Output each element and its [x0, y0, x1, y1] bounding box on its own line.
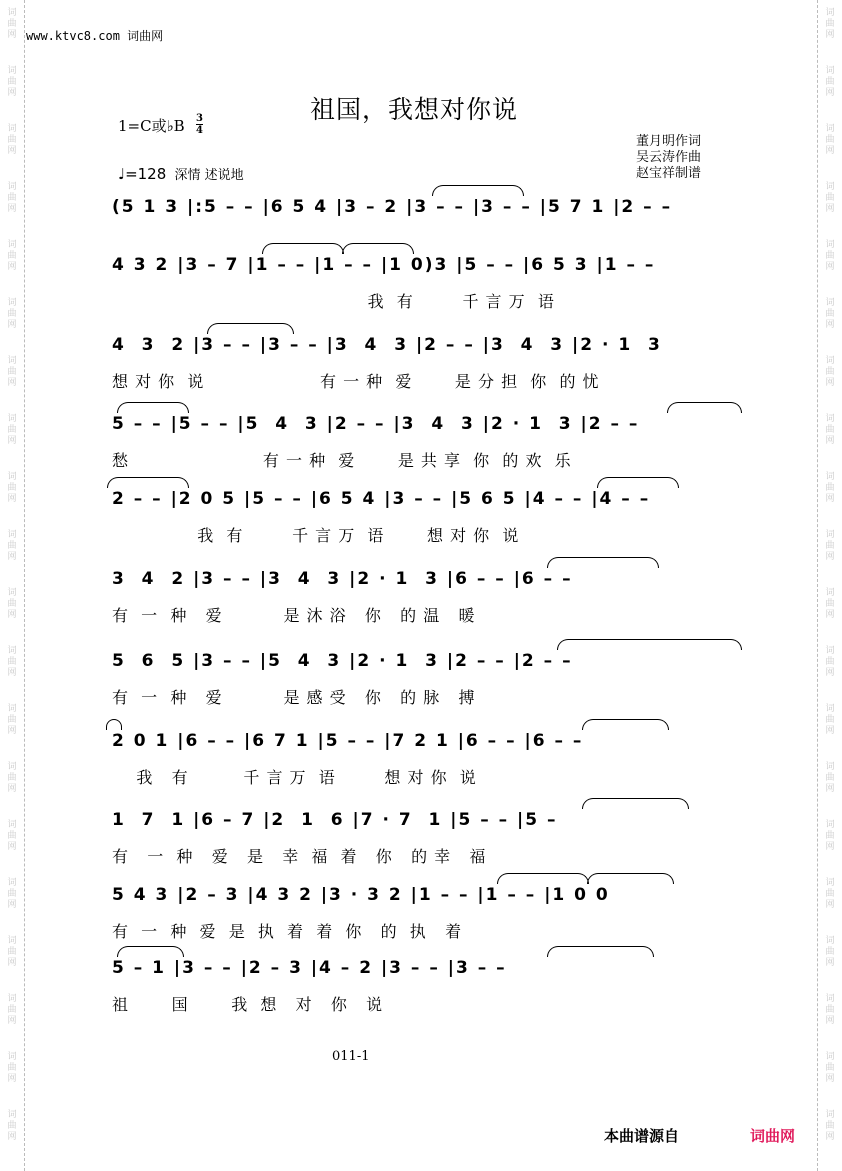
watermark-mark: 词 曲 网	[7, 1110, 17, 1142]
notation-line: 4 3 2 |3 – 7 |1 – – |1 – – |1 0)3 |5 – – |6 5 3 |1 – –	[112, 255, 656, 275]
tempo-value: ♩=128	[118, 165, 167, 183]
notation-line: (5 1 3 |:5 – – |6 5 4 |3 – 2 |3 – – |3 – – |5 7 1 |2 – –	[112, 197, 673, 217]
score-row	[112, 651, 740, 707]
score-row	[112, 414, 740, 470]
watermark-mark: 词 曲 网	[7, 704, 17, 736]
watermark-mark: 词 曲 网	[825, 994, 835, 1026]
watermark-mark: 词 曲 网	[7, 820, 17, 852]
watermark-mark: 词 曲 网	[7, 530, 17, 562]
watermark-mark: 词 曲 网	[7, 1052, 17, 1084]
watermark-mark: 词 曲 网	[825, 820, 835, 852]
notation-line: 5 6 5 |3 – – |5 4 3 |2 · 1 3 |2 – – |2 – –	[112, 651, 573, 671]
watermark-mark: 词 曲 网	[7, 472, 17, 504]
watermark-mark: 词 曲 网	[7, 66, 17, 98]
watermark-mark: 词 曲 网	[7, 124, 17, 156]
tie-slur	[117, 946, 184, 957]
notation-line: 3 4 2 |3 – – |3 4 3 |2 · 1 3 |6 – – |6 – –	[112, 569, 573, 589]
tie-slur	[547, 557, 659, 568]
tie-slur	[547, 946, 654, 957]
watermark-mark: 词 曲 网	[7, 878, 17, 910]
tie-slur	[107, 477, 189, 488]
tie-slur	[207, 323, 294, 334]
lyric-line: 有 一 种 爱 是 幸 福 着 你 的 幸 福	[112, 847, 487, 866]
watermark-mark: 词 曲 网	[825, 298, 835, 330]
notation-line: 5 – 1 |3 – – |2 – 3 |4 – 2 |3 – – |3 – –	[112, 958, 507, 978]
watermark-mark: 词 曲 网	[7, 8, 17, 40]
lyricist: 董月明作词	[636, 134, 702, 149]
score-row	[112, 255, 740, 311]
watermark-mark: 词 曲 网	[825, 646, 835, 678]
score-row	[112, 885, 740, 941]
watermark-mark: 词 曲 网	[825, 8, 835, 40]
notation-line: 1 7 1 |6 – 7 |2 1 6 |7 · 7 1 |5 – – |5 –	[112, 810, 558, 830]
expression-text: 深情 述说地	[174, 168, 244, 183]
notation-line: 5 4 3 |2 – 3 |4 3 2 |3 · 3 2 |1 – – |1 – – |1 0 0	[112, 885, 610, 905]
brand-link[interactable]: 词曲网	[750, 1127, 796, 1145]
watermark-mark: 词 曲 网	[7, 182, 17, 214]
notation-line: 4 3 2 |3 – – |3 – – |3 4 3 |2 – – |3 4 3 |2 · 1 3	[112, 335, 662, 355]
watermark-mark: 词 曲 网	[7, 762, 17, 794]
tie-slur	[597, 477, 679, 488]
tie-slur	[106, 719, 122, 730]
song-title: 祖国，我想对你说	[310, 95, 519, 124]
watermark-mark: 词 曲 网	[7, 936, 17, 968]
notation-line: 2 0 1 |6 – – |6 7 1 |5 – – |7 2 1 |6 – – |6 – –	[112, 731, 584, 751]
watermark-mark: 词 曲 网	[825, 878, 835, 910]
arranger: 赵宝祥制谱	[636, 166, 702, 181]
watermark-mark: 词 曲 网	[825, 1052, 835, 1084]
watermark-mark: 词 曲 网	[825, 704, 835, 736]
tie-slur	[497, 873, 589, 884]
credits	[636, 134, 701, 182]
time-bottom: 4	[196, 125, 203, 136]
watermark-mark: 词 曲 网	[7, 646, 17, 678]
site-url[interactable]: www.ktvc8.com 词曲网	[26, 29, 164, 43]
tie-slur	[117, 402, 189, 413]
lyric-line: 我 有 千 言 万 语 想 对 你 说	[112, 768, 477, 787]
watermark-mark: 词 曲 网	[7, 588, 17, 620]
lyric-line: 有 一 种 爱 是 执 着 着 你 的 执 着	[112, 922, 463, 941]
lyric-line: 愁 有 一 种 爱 是 共 享 你 的 欢 乐	[112, 451, 572, 470]
notation-line: 5 – – |5 – – |5 4 3 |2 – – |3 4 3 |2 · 1 3 |2 – –	[112, 414, 640, 434]
watermark-mark: 词 曲 网	[825, 356, 835, 388]
score-row	[112, 958, 740, 1014]
tie-slur	[582, 798, 689, 809]
source-label: 本曲谱源自	[604, 1127, 680, 1145]
watermark-mark: 词 曲 网	[7, 298, 17, 330]
score-row	[112, 569, 740, 625]
watermark-mark: 词 曲 网	[825, 936, 835, 968]
notation-line: 2 – – |2 0 5 |5 – – |6 5 4 |3 – – |5 6 5 |4 – – |4 – –	[112, 489, 651, 509]
page-number: 011-1	[332, 1049, 370, 1064]
watermark-mark: 词 曲 网	[825, 66, 835, 98]
score-row	[112, 731, 740, 787]
score-row	[112, 810, 740, 866]
watermark-mark: 词 曲 网	[825, 530, 835, 562]
watermark-mark: 词 曲 网	[7, 414, 17, 446]
watermark-mark: 词 曲 网	[7, 356, 17, 388]
tempo-marking	[118, 164, 244, 183]
lyric-line: 祖 国 我 想 对 你 说	[112, 995, 384, 1014]
score-row	[112, 489, 740, 545]
tie-slur	[262, 243, 344, 254]
watermark-mark: 词 曲 网	[825, 124, 835, 156]
lyric-line: 有 一 种 爱 是 沐 浴 你 的 温 暖	[112, 606, 476, 625]
composer: 吴云涛作曲	[636, 150, 702, 165]
left-watermark-strip	[0, 0, 25, 1171]
watermark-mark: 词 曲 网	[825, 588, 835, 620]
tie-slur	[667, 402, 742, 413]
tie-slur	[587, 873, 674, 884]
watermark-mark: 词 曲 网	[825, 1110, 835, 1142]
tie-slur	[432, 185, 524, 196]
watermark-mark: 词 曲 网	[7, 994, 17, 1026]
time-top: 3	[196, 113, 203, 124]
score-row	[112, 197, 740, 237]
watermark-mark: 词 曲 网	[825, 472, 835, 504]
tie-slur	[557, 639, 742, 650]
right-watermark-strip	[817, 0, 842, 1171]
lyric-line: 我 有 千 言 万 语 想 对 你 说	[112, 526, 520, 545]
watermark-mark: 词 曲 网	[825, 240, 835, 272]
score-row	[112, 335, 740, 391]
time-signature	[196, 113, 203, 136]
watermark-mark: 词 曲 网	[825, 414, 835, 446]
tie-slur	[342, 243, 414, 254]
watermark-mark: 词 曲 网	[825, 762, 835, 794]
watermark-mark: 词 曲 网	[825, 182, 835, 214]
lyric-line: 有 一 种 爱 是 感 受 你 的 脉 搏	[112, 688, 476, 707]
lyric-line: 我 有 千 言 万 语	[112, 292, 555, 311]
watermark-mark: 词 曲 网	[7, 240, 17, 272]
key-signature: 1=C或♭B	[118, 117, 185, 135]
lyric-line: 想 对 你 说 有 一 种 爱 是 分 担 你 的 忧	[112, 372, 600, 391]
tie-slur	[582, 719, 669, 730]
